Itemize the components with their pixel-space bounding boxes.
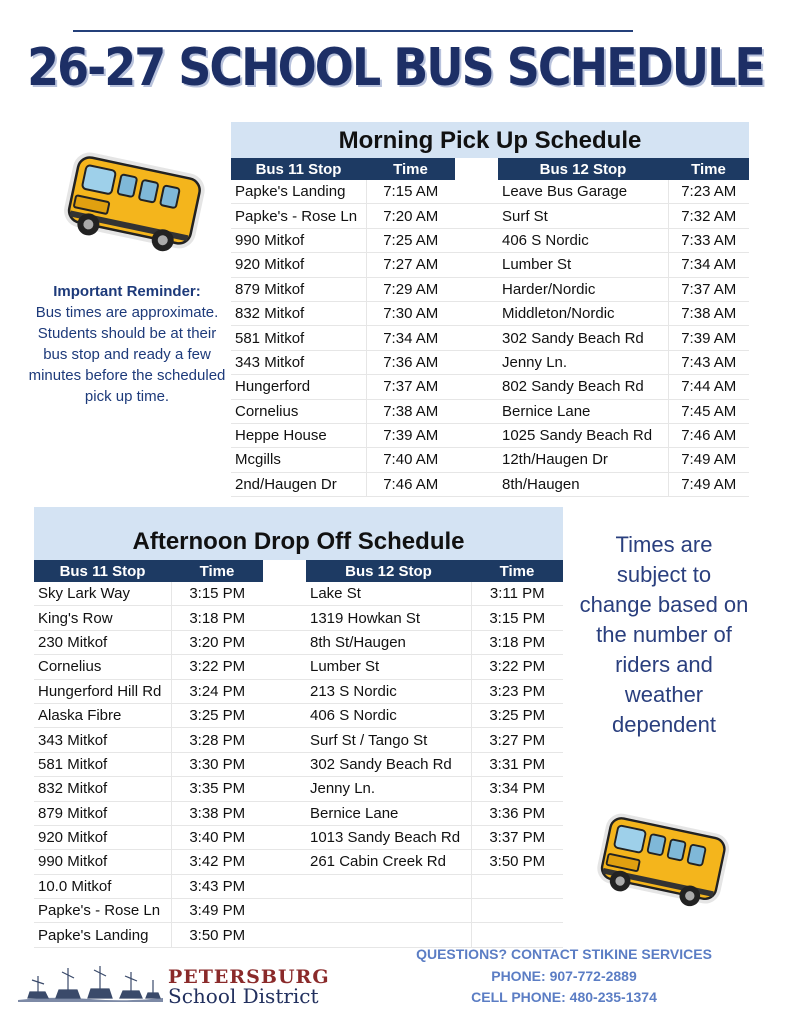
column-gap [263, 923, 306, 947]
bus11-stop-cell: 990 Mitkof [34, 850, 171, 874]
bus11-stop-cell: Papke's - Rose Ln [34, 899, 171, 923]
bus11-time-cell: 3:28 PM [171, 728, 263, 752]
bus11-time-cell: 3:49 PM [171, 899, 263, 923]
bus12-time-cell: 3:37 PM [471, 825, 563, 849]
bus11-time-cell: 7:27 AM [366, 253, 455, 277]
bus11-stop-cell: 581 Mitkof [34, 752, 171, 776]
bus12-time-cell: 7:44 AM [668, 375, 749, 399]
bus12-stop-cell: 406 S Nordic [498, 228, 668, 252]
column-gap [455, 326, 498, 350]
bus11-time-cell: 3:50 PM [171, 923, 263, 947]
bus11-stop-cell: Cornelius [34, 655, 171, 679]
column-gap [263, 679, 306, 703]
reminder-text: Bus times are approximate. Students should be at their bus stop and ready a few minutes before the scheduled pick up time. [28, 304, 226, 405]
bus12-time-cell: 3:23 PM [471, 679, 563, 703]
table-row [34, 703, 563, 727]
logo-title: PETERSBURG [168, 966, 330, 988]
bus11-time-cell: 3:35 PM [171, 777, 263, 801]
bus11-stop-cell: 2nd/Haugen Dr [231, 472, 366, 496]
bus11-stop-cell: King's Row [34, 606, 171, 630]
column-gap [263, 874, 306, 898]
title-rule [73, 30, 633, 32]
bus12-stop-cell: 1025 Sandy Beach Rd [498, 423, 668, 447]
header-time: Time [366, 158, 455, 180]
table-row [231, 326, 749, 350]
bus11-stop-cell: Cornelius [231, 399, 366, 423]
bus11-stop-cell: 990 Mitkof [231, 228, 366, 252]
logo-subtitle: School District [168, 984, 319, 1008]
table-row [231, 423, 749, 447]
table-row [231, 448, 749, 472]
morning-schedule [231, 122, 749, 497]
table-row [231, 375, 749, 399]
bus11-time-cell: 7:46 AM [366, 472, 455, 496]
bus11-time-cell: 3:40 PM [171, 825, 263, 849]
bus12-stop-cell: 406 S Nordic [306, 703, 471, 727]
column-gap [263, 777, 306, 801]
bus12-time-cell: 7:32 AM [668, 204, 749, 228]
column-gap [455, 253, 498, 277]
header-time: Time [171, 560, 263, 582]
table-row [231, 350, 749, 374]
school-bus-icon [52, 145, 212, 260]
bus12-stop-cell: Lake St [306, 582, 471, 606]
school-bus-icon [586, 803, 736, 918]
bus11-stop-cell: Sky Lark Way [34, 582, 171, 606]
afternoon-schedule-title: Afternoon Drop Off Schedule [34, 507, 563, 560]
bus12-time-cell: 3:11 PM [471, 582, 563, 606]
bus11-time-cell: 7:36 AM [366, 350, 455, 374]
bus11-stop-cell: 10.0 Mitkof [34, 874, 171, 898]
column-gap [455, 204, 498, 228]
table-row [231, 180, 749, 204]
bus11-stop-cell: 879 Mitkof [231, 277, 366, 301]
contact-line-1: QUESTIONS? CONTACT STIKINE SERVICES [416, 946, 712, 962]
bus11-time-cell: 7:37 AM [366, 375, 455, 399]
bus12-stop-cell: Lumber St [306, 655, 471, 679]
bus12-stop-cell: 1013 Sandy Beach Rd [306, 825, 471, 849]
bus12-stop-cell: 8th St/Haugen [306, 630, 471, 654]
column-gap [263, 630, 306, 654]
column-gap [455, 472, 498, 496]
bus12-time-cell: 7:45 AM [668, 399, 749, 423]
table-row [34, 850, 563, 874]
bus12-stop-cell: Surf St / Tango St [306, 728, 471, 752]
bus11-stop-cell: 879 Mitkof [34, 801, 171, 825]
bus12-stop-cell: Jenny Ln. [306, 777, 471, 801]
table-row [34, 655, 563, 679]
bus11-time-cell: 3:22 PM [171, 655, 263, 679]
table-row [34, 728, 563, 752]
column-gap [455, 375, 498, 399]
column-gap [263, 655, 306, 679]
bus12-stop-cell: Jenny Ln. [498, 350, 668, 374]
bus11-stop-cell: Papke's Landing [231, 180, 366, 204]
bus11-stop-cell: 343 Mitkof [34, 728, 171, 752]
bus12-time-cell: 7:49 AM [668, 472, 749, 496]
bus12-time-cell [471, 899, 563, 923]
bus11-stop-cell: Hungerford Hill Rd [34, 679, 171, 703]
bus12-stop-cell: 1319 Howkan St [306, 606, 471, 630]
bus12-time-cell: 7:39 AM [668, 326, 749, 350]
column-gap [455, 277, 498, 301]
column-gap [263, 825, 306, 849]
bus11-time-cell: 3:24 PM [171, 679, 263, 703]
bus12-stop-cell: 302 Sandy Beach Rd [498, 326, 668, 350]
bus11-time-cell: 7:30 AM [366, 301, 455, 325]
bus12-stop-cell: Lumber St [498, 253, 668, 277]
table-row [231, 253, 749, 277]
column-gap [455, 399, 498, 423]
afternoon-schedule [34, 507, 563, 948]
table-row [34, 899, 563, 923]
bus12-stop-cell: Bernice Lane [498, 399, 668, 423]
bus12-stop-cell: 213 S Nordic [306, 679, 471, 703]
bus11-time-cell: 7:29 AM [366, 277, 455, 301]
column-gap [263, 801, 306, 825]
table-row [231, 277, 749, 301]
bus12-time-cell [471, 874, 563, 898]
table-row [34, 582, 563, 606]
bus12-time-cell: 7:33 AM [668, 228, 749, 252]
bus11-stop-cell: 832 Mitkof [231, 301, 366, 325]
bus12-time-cell: 7:23 AM [668, 180, 749, 204]
bus11-time-cell: 7:40 AM [366, 448, 455, 472]
bus12-stop-cell: 802 Sandy Beach Rd [498, 375, 668, 399]
bus12-time-cell: 7:46 AM [668, 423, 749, 447]
contact-phone: PHONE: 907-772-2889 [491, 967, 637, 984]
bus12-time-cell: 3:34 PM [471, 777, 563, 801]
bus11-time-cell: 7:20 AM [366, 204, 455, 228]
bus11-time-cell: 7:38 AM [366, 399, 455, 423]
column-gap [455, 423, 498, 447]
bus12-stop-cell: Bernice Lane [306, 801, 471, 825]
header-bus11-stop: Bus 11 Stop [231, 158, 366, 180]
bus12-stop-cell: Harder/Nordic [498, 277, 668, 301]
bus12-time-cell: 3:50 PM [471, 850, 563, 874]
bus12-time-cell: 7:37 AM [668, 277, 749, 301]
bus12-stop-cell: Middleton/Nordic [498, 301, 668, 325]
bus12-time-cell: 7:34 AM [668, 253, 749, 277]
bus11-time-cell: 3:25 PM [171, 703, 263, 727]
bus11-stop-cell: 230 Mitkof [34, 630, 171, 654]
column-gap [263, 850, 306, 874]
header-bus12-stop: Bus 12 Stop [498, 158, 668, 180]
bus11-stop-cell: Papke's Landing [34, 923, 171, 947]
bus11-time-cell: 3:20 PM [171, 630, 263, 654]
morning-table [231, 158, 749, 497]
bus12-time-cell: 3:31 PM [471, 752, 563, 776]
bus12-time-cell: 3:25 PM [471, 703, 563, 727]
table-row [34, 679, 563, 703]
table-row [231, 472, 749, 496]
important-reminder [28, 281, 226, 407]
column-gap [455, 180, 498, 204]
bus12-stop-cell: 302 Sandy Beach Rd [306, 752, 471, 776]
bus11-time-cell: 3:38 PM [171, 801, 263, 825]
header-time: Time [668, 158, 749, 180]
contact-info [408, 944, 720, 1009]
table-row [231, 204, 749, 228]
bus12-time-cell: 3:22 PM [471, 655, 563, 679]
bus11-time-cell: 7:15 AM [366, 180, 455, 204]
table-row [34, 777, 563, 801]
column-gap [455, 350, 498, 374]
bus11-stop-cell: Hungerford [231, 375, 366, 399]
bus11-stop-cell: 581 Mitkof [231, 326, 366, 350]
bus11-stop-cell: Papke's - Rose Ln [231, 204, 366, 228]
column-gap [263, 752, 306, 776]
bus12-stop-cell: Surf St [498, 204, 668, 228]
contact-cell-phone: CELL PHONE: 480-235-1374 [471, 989, 657, 1005]
bus11-time-cell: 7:39 AM [366, 423, 455, 447]
bus11-stop-cell: 343 Mitkof [231, 350, 366, 374]
table-row [231, 301, 749, 325]
reminder-title: Important Reminder: [53, 283, 201, 300]
bus11-stop-cell: 832 Mitkof [34, 777, 171, 801]
header-bus12-stop: Bus 12 Stop [306, 560, 471, 582]
schedule-change-note: Times are subject to change based on the number of riders and weather dependent [579, 532, 749, 737]
table-row [231, 399, 749, 423]
table-row [34, 874, 563, 898]
table-row [231, 228, 749, 252]
bus12-time-cell: 3:36 PM [471, 801, 563, 825]
bus12-time-cell: 7:38 AM [668, 301, 749, 325]
bus11-time-cell: 3:15 PM [171, 582, 263, 606]
harbor-boats-logo-icon [18, 962, 163, 1007]
morning-schedule-title: Morning Pick Up Schedule [231, 122, 749, 158]
bus11-stop-cell: 920 Mitkof [34, 825, 171, 849]
bus11-time-cell: 7:25 AM [366, 228, 455, 252]
petersburg-school-district-logo [18, 962, 338, 1007]
bus11-time-cell: 3:30 PM [171, 752, 263, 776]
column-gap [263, 606, 306, 630]
bus11-stop-cell: Heppe House [231, 423, 366, 447]
column-gap [263, 703, 306, 727]
bus12-stop-cell [306, 874, 471, 898]
column-gap [455, 228, 498, 252]
column-gap [263, 582, 306, 606]
table-row [34, 606, 563, 630]
table-row [34, 752, 563, 776]
header-time: Time [471, 560, 563, 582]
bus12-time-cell: 3:27 PM [471, 728, 563, 752]
bus12-stop-cell: 12th/Haugen Dr [498, 448, 668, 472]
column-gap [263, 728, 306, 752]
bus12-stop-cell: 8th/Haugen [498, 472, 668, 496]
bus12-time-cell: 3:15 PM [471, 606, 563, 630]
bus11-time-cell: 3:42 PM [171, 850, 263, 874]
bus11-stop-cell: Alaska Fibre [34, 703, 171, 727]
bus11-stop-cell: 920 Mitkof [231, 253, 366, 277]
table-row [34, 801, 563, 825]
bus12-time-cell: 3:18 PM [471, 630, 563, 654]
bus12-stop-cell [306, 899, 471, 923]
header-bus11-stop: Bus 11 Stop [34, 560, 171, 582]
bus11-time-cell: 3:18 PM [171, 606, 263, 630]
page-title: 26-27 SCHOOL BUS SCHEDULE [27, 36, 764, 98]
table-row [34, 825, 563, 849]
bus12-time-cell: 7:49 AM [668, 448, 749, 472]
column-gap [455, 301, 498, 325]
bus11-time-cell: 3:43 PM [171, 874, 263, 898]
column-gap [455, 448, 498, 472]
bus12-stop-cell: 261 Cabin Creek Rd [306, 850, 471, 874]
column-gap [263, 899, 306, 923]
bus11-time-cell: 7:34 AM [366, 326, 455, 350]
afternoon-table [34, 560, 563, 948]
bus11-stop-cell: Mcgills [231, 448, 366, 472]
bus12-time-cell: 7:43 AM [668, 350, 749, 374]
table-row [34, 630, 563, 654]
bus12-stop-cell: Leave Bus Garage [498, 180, 668, 204]
